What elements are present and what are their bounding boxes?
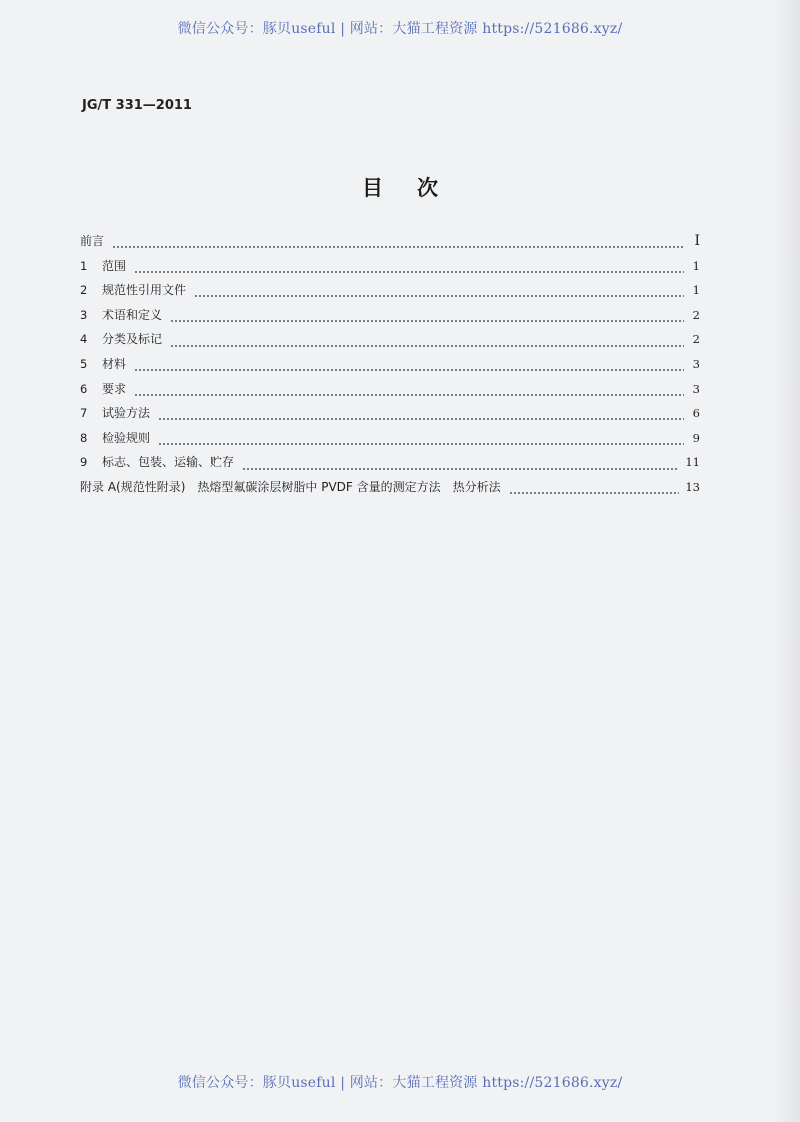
toc-entry-page: 6 bbox=[692, 406, 700, 421]
toc-entry-page: 11 bbox=[685, 455, 700, 470]
toc-entry-page: 9 bbox=[692, 430, 700, 445]
toc-entry-number: 2 bbox=[80, 283, 88, 298]
toc-entry-number: 6 bbox=[80, 381, 88, 396]
dot-leader bbox=[134, 369, 684, 371]
toc-entry-page: 1 bbox=[692, 283, 700, 298]
toc-entry-normative-references[interactable] bbox=[80, 281, 700, 306]
dot-leader bbox=[134, 271, 684, 273]
toc-entry-number: 5 bbox=[80, 356, 88, 371]
toc-entry-label: 分类及标记 bbox=[102, 332, 163, 347]
toc-entry-number: 1 bbox=[80, 258, 88, 273]
toc-entry-annex-a[interactable] bbox=[80, 478, 700, 503]
toc-entry-number: 4 bbox=[80, 332, 88, 347]
dot-leader bbox=[170, 345, 684, 347]
dot-leader bbox=[158, 443, 684, 445]
toc-entry-number: 7 bbox=[80, 406, 88, 421]
table-of-contents bbox=[80, 232, 700, 503]
watermark-top: 微信公众号：豚贝useful | 网站：大猫工程资源 https://521686.xyz/ bbox=[177, 21, 623, 37]
page-edge-shadow bbox=[774, 0, 800, 1122]
toc-entry-label: 范围 bbox=[102, 258, 127, 273]
dot-leader bbox=[242, 468, 679, 470]
toc-entry-label: 附录 A(规范性附录) 热熔型氟碳涂层树脂中 PVDF 含量的测定方法 热分析法 bbox=[80, 479, 501, 494]
dot-leader bbox=[134, 394, 684, 396]
toc-entry-page: 3 bbox=[692, 356, 700, 371]
dot-leader bbox=[158, 418, 684, 420]
toc-entry-number: 3 bbox=[80, 307, 88, 322]
toc-entry-label: 检验规则 bbox=[102, 430, 151, 445]
dot-leader bbox=[170, 320, 684, 322]
toc-entry-materials[interactable] bbox=[80, 355, 700, 380]
toc-entry-classification[interactable] bbox=[80, 330, 700, 355]
toc-entry-label: 试验方法 bbox=[102, 406, 151, 421]
toc-entry-page: 3 bbox=[692, 381, 700, 396]
toc-entry-inspection-rules[interactable] bbox=[80, 429, 700, 454]
toc-entry-scope[interactable] bbox=[80, 257, 700, 282]
watermark-bottom: 微信公众号：豚贝useful | 网站：大猫工程资源 https://521686.xyz/ bbox=[177, 1075, 623, 1091]
toc-entry-label: 标志、包装、运输、贮存 bbox=[102, 455, 235, 470]
toc-entry-label: 材料 bbox=[102, 356, 127, 371]
toc-entry-label: 规范性引用文件 bbox=[102, 283, 187, 298]
toc-entry-marking-packaging[interactable] bbox=[80, 453, 700, 478]
toc-entry-label: 要求 bbox=[102, 381, 127, 396]
toc-entry-page: 2 bbox=[692, 332, 700, 347]
dot-leader bbox=[112, 246, 684, 248]
toc-entry-foreword[interactable] bbox=[80, 232, 700, 257]
toc-entry-test-methods[interactable] bbox=[80, 404, 700, 429]
standard-code: JG/T 331—2011 bbox=[82, 98, 192, 113]
toc-entry-page: 1 bbox=[692, 258, 700, 273]
toc-entry-number: 8 bbox=[80, 430, 88, 445]
toc-entry-page: 13 bbox=[685, 479, 700, 494]
toc-entry-label: 前言 bbox=[80, 234, 105, 248]
toc-title: 目次 bbox=[362, 176, 472, 200]
dot-leader bbox=[194, 295, 684, 297]
toc-entry-label: 术语和定义 bbox=[102, 307, 163, 322]
toc-entry-number: 9 bbox=[80, 455, 88, 470]
toc-entry-page: 2 bbox=[692, 307, 700, 322]
toc-entry-terms-definitions[interactable] bbox=[80, 306, 700, 331]
toc-entry-requirements[interactable] bbox=[80, 380, 700, 405]
dot-leader bbox=[509, 492, 680, 494]
toc-entry-page: I bbox=[694, 233, 700, 249]
